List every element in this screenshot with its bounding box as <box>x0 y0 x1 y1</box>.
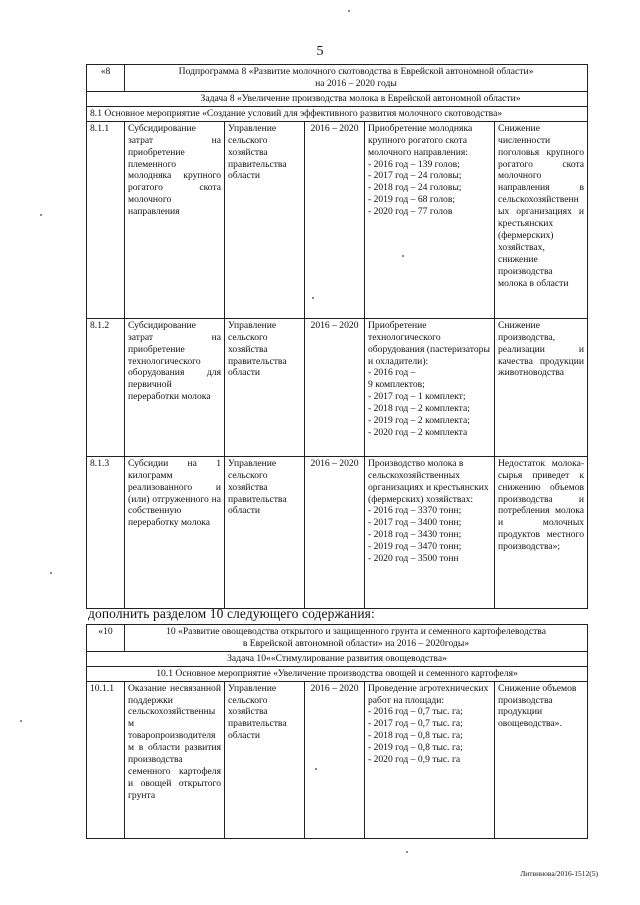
row-result: Приобретение технологического оборудования (пастеризаторы и охладители): - 2016 год – 9 комплектов; - 2017 год – 1 комплект; - 2018 год – 2 комплекта; - 2019 год – 2 комплекта; - 2020 год – 2 комплекта <box>365 318 495 456</box>
row-period: 2016 – 2020 <box>305 318 365 456</box>
addition-text: дополнить разделом 10 следующего содержания: <box>88 606 375 621</box>
program-title: 10 «Развитие овощеводства открытого и защищенного грунта и семенного картофелеводства в Еврейской автономной области» на 2016 – 2020годы» <box>125 625 588 652</box>
task-row <box>87 92 588 107</box>
measure-title: 8.1 Основное мероприятие «Создание условий для эффективного развития молочного скотоводства» <box>87 106 588 121</box>
row-result: Производство молока в сельскохозяйственных организациях и крестьянских (фермерских) хозяйствах: - 2016 год – 3370 тонн; - 2017 год – 3400 тонн; - 2018 год – 3430 тонн; - 2019 год – 3470 тонн; - 2020 год – 3500 тонн <box>365 456 495 608</box>
scan-speck <box>348 10 350 12</box>
row-effect: Снижение численности поголовья крупного рогатого скота молочного направления в сельскохозяйственных организациях и крестьянских (фермерских) хозяйствах, снижение производства молока в области <box>495 121 588 318</box>
task-title: Задача 8 «Увеличение производства молока в Еврейской автономной области» <box>87 92 588 107</box>
page-number: 5 <box>316 44 324 59</box>
program-number: «8 <box>87 65 125 92</box>
row-action: Субсидирование затрат на приобретение технологического оборудования для первичной переработки молока <box>125 318 225 456</box>
row-executor: Управление сельского хозяйства правительства области <box>225 318 305 456</box>
row-action: Субсидирование затрат на приобретение племенного молодняка крупного рогатого скота молочного направления <box>125 121 225 318</box>
row-result: Проведение агротехнических работ на площади: - 2016 год – 0,7 тыс. га; - 2017 год – 0,7 тыс. га; - 2018 год – 0,8 тыс. га; - 2019 год – 0,8 тыс. га; - 2020 год – 0,9 тыс. га <box>365 681 495 838</box>
scan-speck <box>40 214 42 216</box>
scan-speck <box>50 572 52 574</box>
table-subprogram-10 <box>86 624 588 839</box>
scan-speck <box>315 768 317 770</box>
table-row <box>87 681 588 838</box>
row-action: Оказание несвязанной поддержки сельскохозяйственным товаропроизводителям в области развития производства семенного картофеля и овощей открытого грунта <box>125 681 225 838</box>
row-effect: Снижение производства, реализации и качества продукции животноводства <box>495 318 588 456</box>
task-row <box>87 651 588 666</box>
table-row <box>87 318 588 456</box>
scan-speck <box>406 851 408 853</box>
program-title: Подпрограмма 8 «Развитие молочного скотоводства в Еврейской автономной области» на 2016 – 2020 годы <box>125 65 588 92</box>
row-period: 2016 – 2020 <box>305 456 365 608</box>
row-executor: Управление сельского хозяйства правительства области <box>225 121 305 318</box>
measure-row <box>87 666 588 681</box>
row-number: 8.1.1 <box>87 121 125 318</box>
row-effect: Недостаток молока-сырья приведет к снижению объемов производства и потребления молока и молочных продуктов местного производства»; <box>495 456 588 608</box>
scan-speck <box>312 297 314 299</box>
footer-reference: Литвинова/2016-1512(5) <box>520 869 598 878</box>
row-number: 8.1.3 <box>87 456 125 608</box>
table-row <box>87 121 588 318</box>
scan-speck <box>402 255 404 257</box>
measure-row <box>87 106 588 121</box>
row-number: 10.1.1 <box>87 681 125 838</box>
row-executor: Управление сельского хозяйства правительства области <box>225 456 305 608</box>
table-subprogram-8 <box>86 64 588 609</box>
table-row <box>87 456 588 608</box>
program-row <box>87 625 588 652</box>
row-action: Субсидии на 1 килограмм реализованного и (или) отгруженного на собственную переработку молока <box>125 456 225 608</box>
program-row <box>87 65 588 92</box>
measure-title: 10.1 Основное мероприятие «Увеличение производства овощей и семенного картофеля» <box>87 666 588 681</box>
program-number: «10 <box>87 625 125 652</box>
row-result: Приобретение молодняка крупного рогатого скота молочного направления: - 2016 год – 139 голов; - 2017 год – 24 головы; - 2018 год – 24 головы; - 2019 год – 68 голов; - 2020 год – 77 голов <box>365 121 495 318</box>
row-effect: Снижение объемов производства продукции овощеводства». <box>495 681 588 838</box>
row-number: 8.1.2 <box>87 318 125 456</box>
row-executor: Управление сельского хозяйства правительства области <box>225 681 305 838</box>
row-period: 2016 – 2020 <box>305 121 365 318</box>
row-period: 2016 – 2020 <box>305 681 365 838</box>
task-title: Задача 10««Стимулирование развития овощеводства» <box>87 651 588 666</box>
scan-speck <box>20 720 22 722</box>
